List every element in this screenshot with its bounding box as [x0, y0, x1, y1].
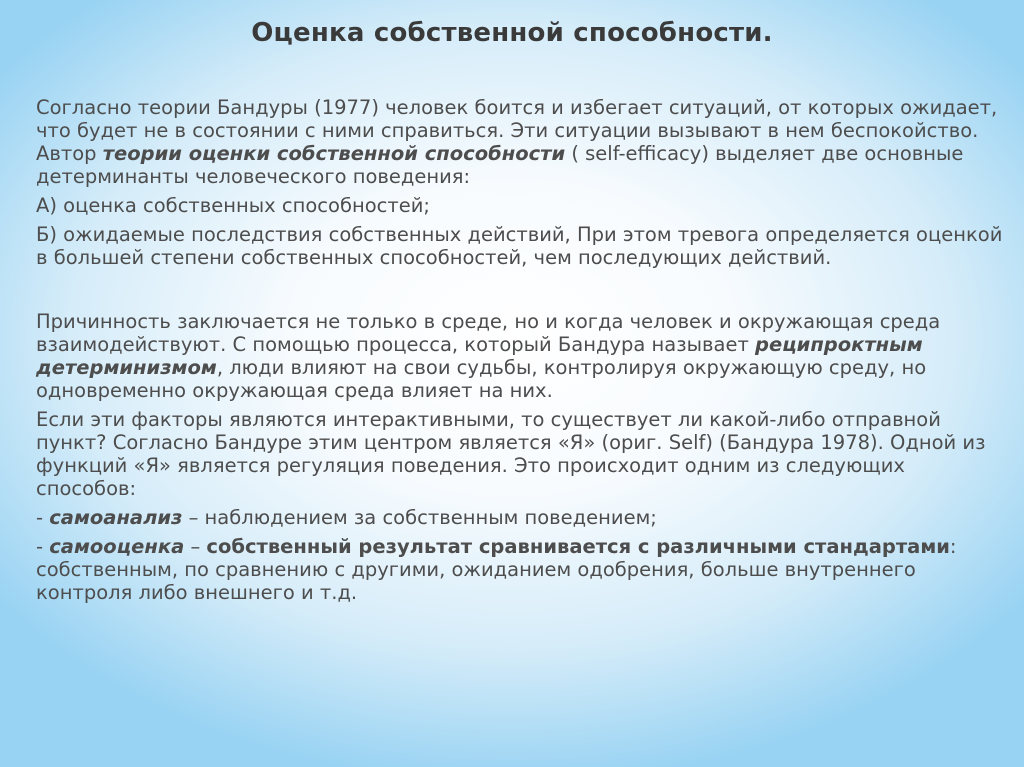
- paragraph-item-a: А) оценка собственных способностей;: [36, 194, 430, 217]
- emphasis-self-assessment: самооценка: [49, 535, 185, 558]
- slide-title: Оценка собственной способности.: [251, 18, 773, 48]
- text-segment: Согласно теории Бандуры (1977) человек боится и избегает ситуаций, от которых ожидает, что будет не в состоянии с ними справиться. Эти ситуации вызывают в нем беспокойство. Автор: [36, 96, 998, 165]
- text-segment: , люди влияют на свои судьбы, контролируя окружающую среду, но одновременно окружающая среда влияет на них.: [36, 356, 927, 402]
- paragraph-item-b: Б) ожидаемые последствия собственных действий, При этом тревога определяется оценкой в большей степени собственных способностей, чем последующих действий.: [36, 223, 1003, 269]
- paragraph-bandura-theory: [36, 96, 1006, 188]
- emphasis-self-analysis: самоанализ: [49, 506, 183, 529]
- strong-comparison-standards: собственный результат сравнивается с различными стандартами: [206, 535, 950, 558]
- list-dash: -: [36, 535, 50, 558]
- list-item-self-assessment: [36, 535, 1006, 604]
- list-item-self-analysis: [36, 506, 1006, 529]
- text-segment: –: [184, 535, 207, 558]
- list-dash: -: [36, 506, 50, 529]
- emphasis-reciprocal-determinism: реципроктным детерминизмом: [36, 333, 923, 379]
- text-segment: : собственным, по сравнению с другими, ожиданием одобрения, больше внутреннего контроля либо внешнего и т.д.: [36, 535, 957, 604]
- text-segment: – наблюдением за собственным поведением;: [182, 506, 657, 529]
- paragraph-causality: [36, 310, 1006, 402]
- emphasis-self-efficacy-theory: теории оценки собственной способности: [102, 142, 566, 165]
- paragraph-self-center: Если эти факторы являются интерактивными, то существует ли какой-либо отправной пункт? Согласно Бандуре этим центром является «Я» (ориг. Self) (Бандура 1978). Одной из функций «Я» является регуляция поведения. Это происходит одним из следующих способов:: [36, 408, 986, 500]
- text-segment: ( self-efficacy) выделяет две основные детерминанты человеческого поведения:: [36, 142, 964, 188]
- slide-body: [36, 96, 1006, 610]
- text-segment: Причинность заключается не только в среде, но и когда человек и окружающая среда взаимодействуют. С помощью процесса, который Бандура называет: [36, 310, 941, 356]
